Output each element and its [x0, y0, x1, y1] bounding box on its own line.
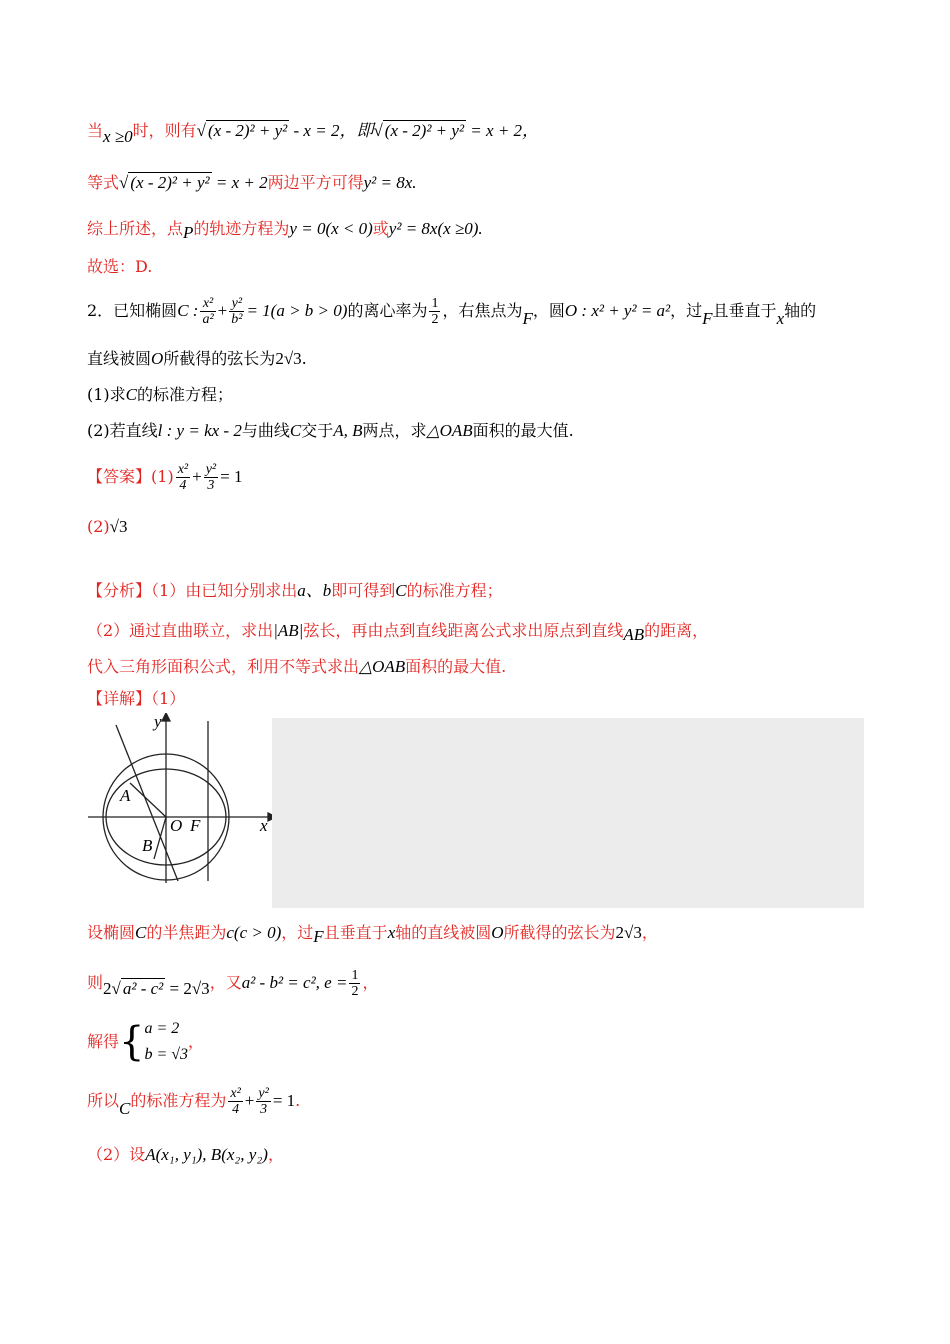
analysis-3: 代入三角形面积公式，利用不等式求出△OAB面积的最大值.: [87, 657, 507, 676]
segment-oa: [130, 783, 166, 817]
question-2-part2: (2)若直线l : y = kx - 2与曲线C交于A, B两点，求△OAB面积的最大值.: [87, 421, 574, 440]
solution-line-1: 设椭圆C的半焦距为c(c > 0)，过F且垂直于x轴的直线被圆O所截得的弦长为2√3，: [87, 923, 658, 946]
solution-line-2: 则2√ a² - c² = 2√3，又a² - b² = c², e = $\frac{1}{2}$ ，: [87, 968, 379, 999]
y-axis-arrow: [162, 713, 170, 721]
question-2-line2: 直线被圆O所截得的弦长为2√3.: [87, 349, 307, 368]
detail-heading: 【详解】（1）: [87, 689, 186, 708]
condition-x: x ≥0: [103, 127, 133, 146]
solution-line-3: 解得{ a = 2 b = √3 ，: [87, 1019, 205, 1065]
label-b: B: [142, 836, 153, 855]
figure-svg: [86, 713, 276, 883]
para-summary: 综上所述，点P的轨迹方程为y = 0(x < 0)或y² = 8x(x ≥0).: [87, 219, 483, 242]
label-y: y: [154, 713, 162, 731]
label-o: O: [170, 816, 183, 835]
answer-part2: (2)√3: [87, 517, 128, 536]
label-x: x: [260, 816, 268, 835]
label-f: F: [190, 816, 201, 835]
system-brace: {: [119, 1019, 145, 1065]
answer-choice: 故选：D.: [87, 257, 153, 276]
question-2: 2．已知椭圆C : $\frac{\text{x²}}{\text{a²}}$ + $\frac{\text{y²}}{\text{b²}}$ = 1(a > b > 0)的离心率为 $\frac{1}{2}$ ，右焦点为F，圆O : x² + y² = a²，过F且垂直于x轴的: [87, 296, 817, 328]
answer-part1: 【答案】(1) $\frac{\text{x²}}{4}$ + $\frac{\text{y²}}{3}$ = 1: [87, 462, 243, 493]
solution-line-5: （2）设A(x₁, y₁), B(x₂, y₂)，: [87, 1145, 284, 1164]
para-square-both-sides: 等式√ (x - 2)² + y² = x + 2两边平方可得y² = 8x.: [87, 173, 417, 192]
para-case-x-nonneg: 当x ≥0时，则有√ (x - 2)² + y² - x = 2，即√ (x - 2)² + y² = x + 2，: [87, 121, 540, 146]
label-a: A: [120, 786, 131, 805]
ellipse-circle-figure: [86, 713, 276, 887]
question-2-part1: (1)求C的标准方程；: [87, 385, 234, 404]
segment-ob: [154, 817, 166, 859]
blank-panel: [272, 718, 864, 908]
analysis-2: （2）通过直曲联立，求出|AB|弦长，再由点到直线距离公式求出原点到直线AB的距离，: [87, 621, 709, 644]
analysis-1: 【分析】（1）由已知分别求出a、b即可得到C的标准方程；: [87, 581, 503, 600]
solution-line-4: 所以C的标准方程为 $\frac{\text{x²}}{4}$ + $\frac{\text{y²}}{3}$ = 1.: [87, 1086, 301, 1118]
